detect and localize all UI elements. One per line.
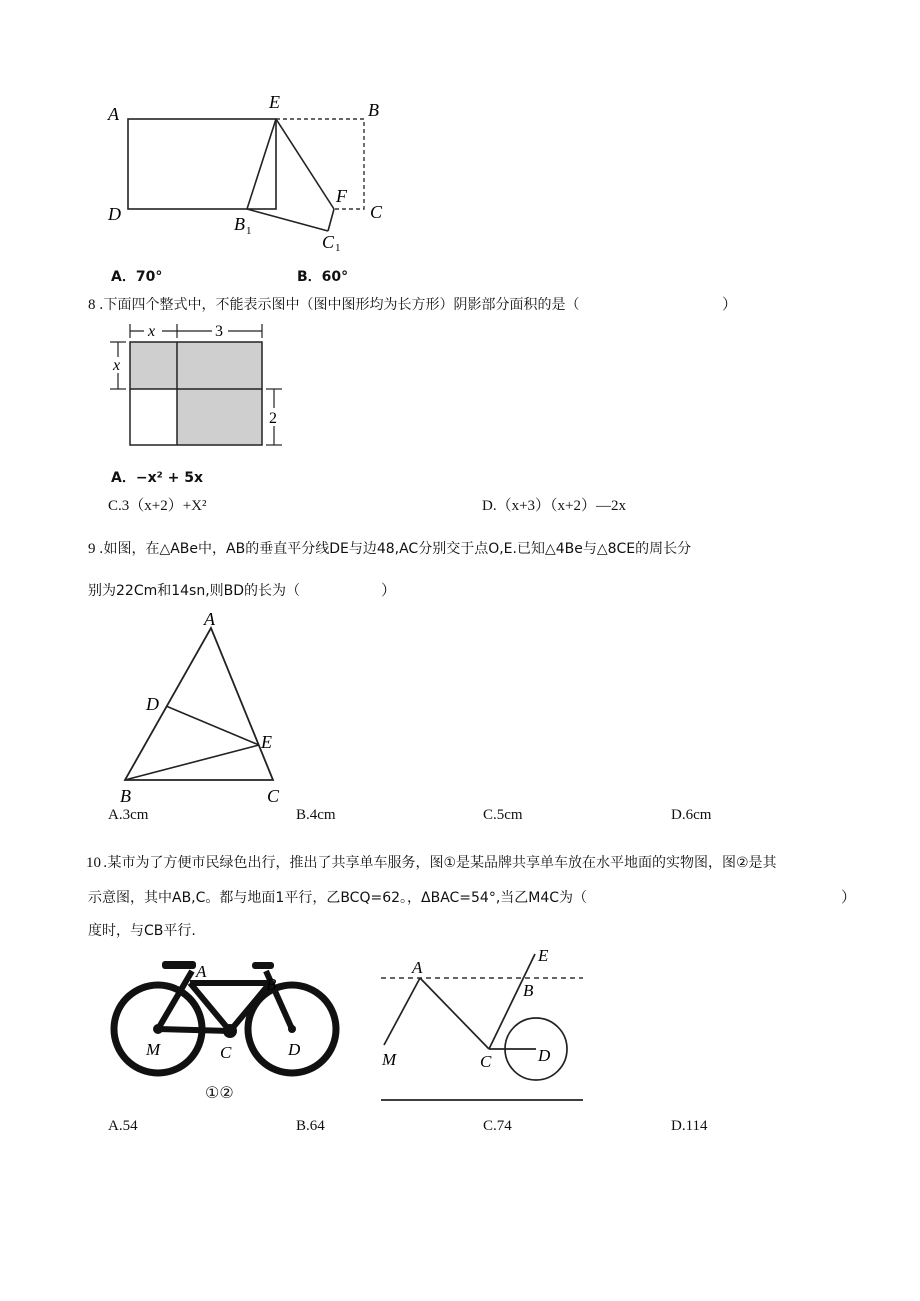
label-c: C	[370, 202, 383, 222]
segment-e-f	[276, 119, 334, 209]
bike-label-a: A	[196, 962, 207, 981]
front-hub	[288, 1025, 296, 1033]
q8-option-d: D.（x+3）（x+2）—2x	[482, 498, 627, 514]
q7-option-b: B．60°	[297, 269, 349, 285]
segment-f-c1	[328, 209, 334, 231]
q8-number: 8	[88, 297, 96, 313]
segment-be	[125, 745, 259, 780]
schem-label-m: M	[382, 1050, 397, 1069]
q10-line1: .某市为了方便市民绿色出行，推出了共享单车服务，图①是某品牌共享单车放在水平地面的实物图，图②是其	[103, 855, 777, 871]
pedal-hub	[223, 1024, 237, 1038]
label-f: F	[336, 186, 347, 206]
dim-label-left-x: x	[113, 357, 121, 374]
label-b: B	[120, 786, 131, 806]
dim-label-right-2: 2	[269, 410, 277, 427]
q7-option-a: A．70°	[111, 269, 163, 285]
shaded-bottom-right	[177, 389, 262, 445]
q8-close-paren: ）	[722, 297, 738, 313]
shaded-top-left	[130, 342, 177, 389]
white-bottom-left	[130, 389, 177, 445]
rectangle-adfe	[128, 119, 276, 209]
q10-schematic-figure	[378, 945, 593, 1115]
bike-label-d: D	[288, 1040, 301, 1059]
schem-label-d: D	[538, 1046, 551, 1065]
q10-option-a: A.54	[108, 1118, 138, 1134]
rear-hub	[153, 1024, 163, 1034]
bike-label-c: C	[220, 1043, 232, 1062]
label-e: E	[261, 732, 272, 752]
label-a: A	[108, 104, 119, 124]
bike-handlebar	[252, 962, 274, 969]
q9-number: 9	[88, 541, 96, 557]
segment-e-b1	[247, 119, 276, 209]
q9-option-c: C.5cm	[483, 807, 523, 823]
q9-line2: 别为22Cm和14sn,则BD的长为（	[88, 583, 301, 599]
label-d: D	[146, 694, 159, 714]
q10-line3: 度时，与CB平行.	[88, 923, 196, 939]
schem-label-c: C	[480, 1052, 492, 1071]
q9-option-a: A.3cm	[108, 807, 149, 823]
q9-close-paren: ）	[381, 583, 397, 599]
segment-ac	[420, 978, 489, 1049]
label-c1: C	[322, 232, 335, 252]
q10-figure-caption: ①②	[205, 1085, 234, 1102]
segment-b1-c1	[247, 209, 328, 231]
q10-close-paren: ）	[841, 890, 857, 906]
q10-option-b: B.64	[296, 1118, 325, 1134]
q9-line1: .如图，在△ABe中，AB的垂直平分线DE与边48,AC分别交于点O,E.已知△4Be与△8CE的周长分	[99, 541, 692, 557]
bike-label-b: B	[266, 975, 277, 994]
q7-figure	[100, 88, 400, 253]
q9-figure	[108, 606, 298, 806]
q8-option-a: A．−x² + 5x	[111, 470, 203, 486]
bike-seat	[162, 961, 196, 969]
q10-line2: 示意图，其中AB,C。都与地面1平行，乙BCQ=62。，ΔBAC=54°,当乙M4C为（	[88, 890, 588, 906]
dashed-part-ebc	[276, 119, 364, 209]
label-b1: B	[234, 214, 245, 234]
label-b: B	[368, 100, 379, 120]
q9-option-b: B.4cm	[296, 807, 336, 823]
shaded-top-right	[177, 342, 262, 389]
schem-label-e: E	[538, 946, 549, 965]
dim-label-top-3: 3	[215, 323, 223, 340]
q10-option-c: C.74	[483, 1118, 512, 1134]
q8-figure	[100, 318, 290, 453]
segment-ce	[489, 954, 535, 1049]
dim-label-top-x: x	[148, 323, 156, 340]
label-b1-sub: 1	[246, 225, 252, 237]
label-c1-sub: 1	[335, 242, 341, 253]
label-c: C	[267, 786, 280, 806]
q10-option-d: D.114	[671, 1118, 708, 1134]
q9-option-d: D.6cm	[671, 807, 712, 823]
schem-label-b: B	[523, 981, 534, 1000]
schem-label-a: A	[412, 958, 423, 977]
bike-label-m: M	[146, 1040, 161, 1059]
bike-frame-chain-stay	[158, 1029, 230, 1031]
q8-question: .下面四个整式中，不能表示图中（图中图形均为长方形）阴影部分面积的是（	[99, 297, 580, 313]
label-e: E	[269, 92, 280, 112]
label-a: A	[204, 609, 215, 629]
label-d: D	[108, 204, 121, 224]
segment-am	[384, 978, 420, 1045]
q10-number: 10	[86, 855, 101, 871]
q8-option-c: C.3（x+2）+X²	[108, 498, 207, 514]
q10-bicycle-figure	[106, 955, 346, 1105]
